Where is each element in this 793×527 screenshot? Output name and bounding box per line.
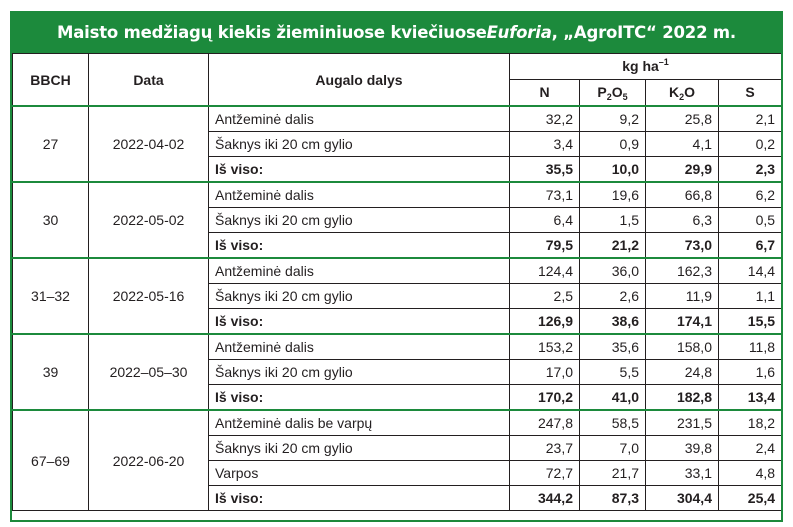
cell-s: 18,2 — [719, 410, 782, 436]
cell-k2o: 162,3 — [646, 258, 719, 284]
header-n: N — [510, 80, 580, 107]
header-plant-part: Augalo dalys — [209, 54, 510, 107]
cell-k2o: 24,8 — [646, 360, 719, 385]
cell-s: 15,5 — [719, 309, 782, 335]
cell-bbch: 31–32 — [13, 258, 89, 334]
cell-n: 35,5 — [510, 157, 580, 183]
header-p2o5-b: O — [611, 84, 623, 100]
cell-s: 11,8 — [719, 334, 782, 360]
cell-k2o: 73,0 — [646, 233, 719, 259]
cell-date: 2022-05-02 — [89, 182, 209, 258]
cell-n: 126,9 — [510, 309, 580, 335]
cell-date: 2022–05–30 — [89, 334, 209, 410]
cell-n: 344,2 — [510, 486, 580, 511]
cell-s: 14,4 — [719, 258, 782, 284]
cell-s: 4,8 — [719, 461, 782, 486]
header-k2o-a: K — [668, 84, 680, 100]
cell-n: 170,2 — [510, 385, 580, 411]
header-unit-main: kg ha — [622, 58, 659, 74]
table-row — [13, 334, 782, 360]
cell-p2o5: 21,7 — [580, 461, 646, 486]
cell-n: 3,4 — [510, 132, 580, 157]
cell-n: 72,7 — [510, 461, 580, 486]
cell-n: 79,5 — [510, 233, 580, 259]
cell-s: 13,4 — [719, 385, 782, 411]
cell-p2o5: 58,5 — [580, 410, 646, 436]
nutrient-table — [12, 53, 782, 511]
cell-k2o: 231,5 — [646, 410, 719, 436]
cell-s: 2,3 — [719, 157, 782, 183]
title-rest: , „AgroITC“ 2022 m. — [551, 22, 736, 42]
header-bbch: BBCH — [13, 54, 89, 107]
header-k2o — [646, 80, 719, 107]
cell-k2o: 29,9 — [646, 157, 719, 183]
cell-p2o5: 38,6 — [580, 309, 646, 335]
table-header — [13, 54, 782, 107]
cell-k2o: 182,8 — [646, 385, 719, 411]
cell-plant-part: Šaknys iki 20 cm gylio — [209, 360, 510, 385]
cell-k2o: 158,0 — [646, 334, 719, 360]
table-row — [13, 410, 782, 436]
cell-date: 2022-04-02 — [89, 106, 209, 182]
cell-s: 1,1 — [719, 284, 782, 309]
cell-p2o5: 9,2 — [580, 106, 646, 132]
cell-p2o5: 10,0 — [580, 157, 646, 183]
table-body — [13, 106, 782, 511]
header-p2o5-sub1: 2 — [606, 92, 612, 102]
cell-p2o5: 2,6 — [580, 284, 646, 309]
cell-s: 2,4 — [719, 436, 782, 461]
cell-s: 1,6 — [719, 360, 782, 385]
cell-n: 6,4 — [510, 208, 580, 233]
cell-p2o5: 5,5 — [580, 360, 646, 385]
cell-p2o5: 35,6 — [580, 334, 646, 360]
cell-plant-part: Šaknys iki 20 cm gylio — [209, 208, 510, 233]
cell-p2o5: 36,0 — [580, 258, 646, 284]
cell-plant-part: Iš viso: — [209, 385, 510, 411]
header-unit — [510, 54, 782, 80]
cell-s: 6,7 — [719, 233, 782, 259]
cell-p2o5: 21,2 — [580, 233, 646, 259]
cell-p2o5: 41,0 — [580, 385, 646, 411]
cell-n: 32,2 — [510, 106, 580, 132]
cell-plant-part: Antžeminė dalis — [209, 106, 510, 132]
cell-plant-part: Varpos — [209, 461, 510, 486]
cell-p2o5: 1,5 — [580, 208, 646, 233]
table-title — [12, 13, 781, 53]
cell-plant-part: Antžeminė dalis — [209, 258, 510, 284]
cell-k2o: 39,8 — [646, 436, 719, 461]
header-k2o-b: O — [684, 84, 696, 100]
cell-k2o: 25,8 — [646, 106, 719, 132]
cell-n: 124,4 — [510, 258, 580, 284]
cell-bbch: 27 — [13, 106, 89, 182]
cell-s: 0,5 — [719, 208, 782, 233]
cell-k2o: 4,1 — [646, 132, 719, 157]
cell-date: 2022-05-16 — [89, 258, 209, 334]
cell-bbch: 39 — [13, 334, 89, 410]
cell-s: 0,2 — [719, 132, 782, 157]
table-row — [13, 258, 782, 284]
header-unit-sup: –1 — [658, 57, 669, 67]
cell-bbch: 67–69 — [13, 410, 89, 511]
cell-n: 247,8 — [510, 410, 580, 436]
header-p2o5 — [580, 80, 646, 107]
table-frame — [10, 11, 783, 522]
cell-plant-part: Iš viso: — [209, 233, 510, 259]
cell-n: 17,0 — [510, 360, 580, 385]
header-date: Data — [89, 54, 209, 107]
cell-date: 2022-06-20 — [89, 410, 209, 511]
cell-plant-part: Antžeminė dalis — [209, 334, 510, 360]
cell-bbch: 30 — [13, 182, 89, 258]
header-p2o5-sub2: 5 — [622, 92, 628, 102]
header-s: S — [719, 80, 782, 107]
title-main: Maisto medžiagų kiekis žieminiuose kviečiuose — [57, 22, 487, 42]
cell-plant-part: Antžeminė dalis — [209, 182, 510, 208]
cell-plant-part: Iš viso: — [209, 157, 510, 183]
cell-n: 153,2 — [510, 334, 580, 360]
cell-k2o: 33,1 — [646, 461, 719, 486]
header-p2o5-a: P — [597, 84, 607, 100]
cell-n: 73,1 — [510, 182, 580, 208]
cell-k2o: 11,9 — [646, 284, 719, 309]
cell-plant-part: Iš viso: — [209, 309, 510, 335]
cell-k2o: 304,4 — [646, 486, 719, 511]
cell-k2o: 6,3 — [646, 208, 719, 233]
cell-plant-part: Šaknys iki 20 cm gylio — [209, 436, 510, 461]
cell-s: 6,2 — [719, 182, 782, 208]
cell-p2o5: 0,9 — [580, 132, 646, 157]
cell-plant-part: Antžeminė dalis be varpų — [209, 410, 510, 436]
table-row — [13, 106, 782, 132]
cell-n: 2,5 — [510, 284, 580, 309]
cell-plant-part: Šaknys iki 20 cm gylio — [209, 284, 510, 309]
cell-k2o: 174,1 — [646, 309, 719, 335]
header-k2o-sub: 2 — [679, 92, 685, 102]
cell-p2o5: 19,6 — [580, 182, 646, 208]
title-variety: Euforia — [486, 22, 552, 42]
cell-n: 23,7 — [510, 436, 580, 461]
cell-plant-part: Šaknys iki 20 cm gylio — [209, 132, 510, 157]
cell-s: 2,1 — [719, 106, 782, 132]
cell-p2o5: 7,0 — [580, 436, 646, 461]
cell-k2o: 66,8 — [646, 182, 719, 208]
table-row — [13, 182, 782, 208]
cell-plant-part: Iš viso: — [209, 486, 510, 511]
cell-p2o5: 87,3 — [580, 486, 646, 511]
cell-s: 25,4 — [719, 486, 782, 511]
